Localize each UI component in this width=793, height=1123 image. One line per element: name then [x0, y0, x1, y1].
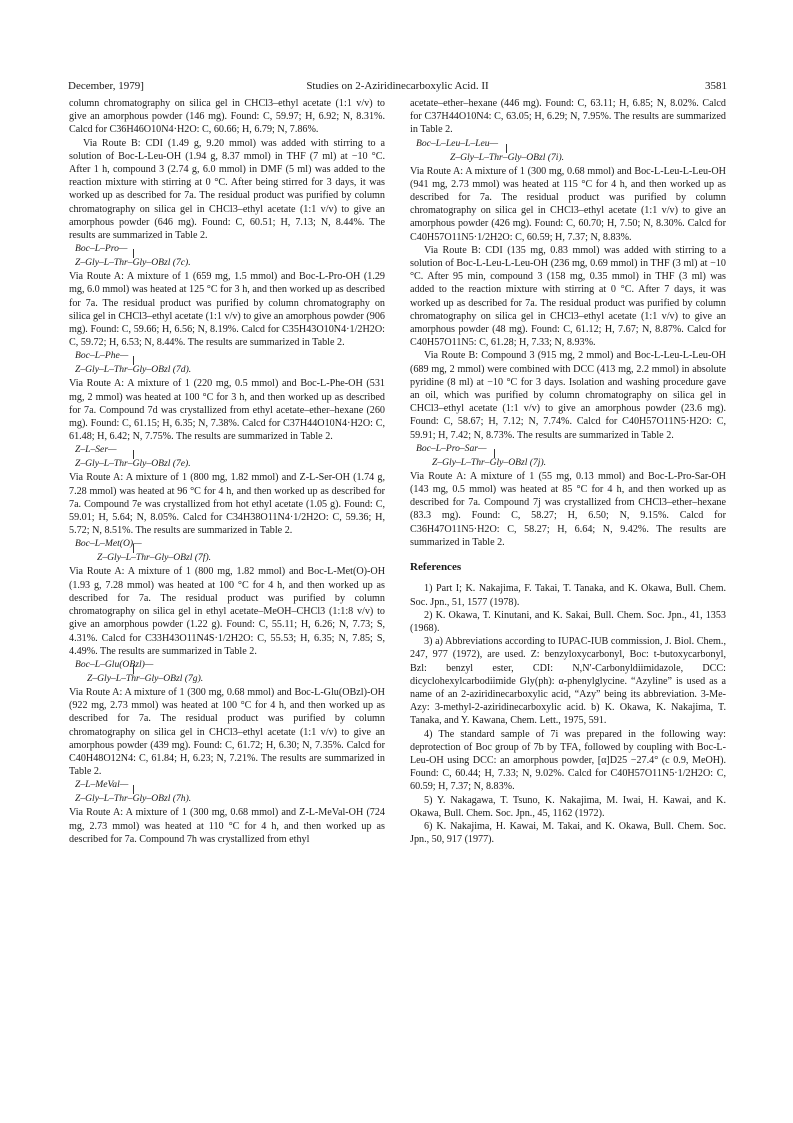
paragraph: Via Route A: A mixture of 1 (659 mg, 1.5 mmol) and Boc-L-Pro-OH (1.29 mg, 6.0 mmol) was heated at 125 °C for 3 h, and then worked up as described for 7a. The residual product was purified by column chromatography on silica gel in CHCl3–ethyl acetate (1:1 v/v) to give an amorphous powder (906 mg). Found: C, 59.66; H, 6.56; N, 8.19%. Calcd for C35H43O10N4·1/2H2O: C, 59.72; H, 6.53; N, 8.44%. The results are summarized in Table 2. — [69, 271, 385, 349]
paragraph: column chromatography on silica gel in CHCl3–ethyl acetate (1:1 v/v) to give an amorphous powder (146 mg). Found: C, 59.97; H, 6.92; N, 8.31%. Calcd for C36H46O10N4·H2O: C, 60.66; H, 6.79; N, 7.86%. — [69, 98, 385, 136]
compound-name: Z–Gly–L–Thr–Gly–OBzl (7c). — [75, 257, 191, 269]
paragraph: Via Route A: A mixture of 1 (300 mg, 0.68 mmol) and Z-L-MeVal-OH (724 mg, 2.73 mmol) was heated at 110 °C for 4 h, and then worked up as described for 7a. Compound 7h was crystallized from ethyl — [69, 807, 385, 845]
compound-name: Z–Gly–L–Thr–Gly–OBzl (7h). — [75, 793, 192, 805]
compound-name: Z–Gly–L–Thr–Gly–OBzl (7j). — [432, 456, 547, 468]
compound-name: Z–Gly–L–Thr–Gly–OBzl (7i). — [450, 151, 565, 163]
paragraph: Via Route A: A mixture of 1 (55 mg, 0.13 mmol) and Boc-L-Pro-Sar-OH (143 mg, 0.5 mmol) was heated at 85 °C for 4 h, and then worked up as described for 7a. Compound 7j was crystallized from CHCl3–ether–hexane (83.3 mg). Found: C, 58.27; H, 6.50; N, 9.15%. Calcd for C36H47O11N5·H2O: C, 58.27; H, 6.64; N, 9.42%. The results are summarized in Table 2. — [410, 470, 726, 548]
compound-name: Z–Gly–L–Thr–Gly–OBzl (7f). — [97, 552, 212, 564]
header-title: Studies on 2-Aziridinecarboxylic Acid. II — [306, 80, 489, 92]
paragraph: Via Route A: A mixture of 1 (300 mg, 0.68 mmol) and Boc-L-Leu-L-Leu-OH (941 mg, 2.73 mmol) was heated at 115 °C for 4 h, and then worked up as described for 7a. The residual product was purified by column chromatography on silica gel in CHCl3–ethyl acetate (1:1 v/v) to give an amorphous powder (426 mg). Found: C, 60.70; H, 7.50; N, 8.30%. Calcd for C40H57O11N5·1/2H2O: C, 60.59; H, 7.37; N, 8.83%. — [410, 165, 726, 243]
reference-item: 5) Y. Nakagawa, T. Tsuno, K. Nakajima, M. Iwai, H. Kawai, and K. Okawa, Bull. Chem. Soc. Jpn., 45, 1162 (1972). — [410, 794, 726, 819]
paragraph: Via Route B: Compound 3 (915 mg, 2 mmol) and Boc-L-Leu-L-Leu-OH (689 mg, 2 mmol) were combined with DCC (413 mg, 2.2 mmol) in absolute pyridine (8 ml) at −10 °C for 3 days. Isolation and washing procedure gave an oil, which was purified by column chromatography on silica gel in CHCl3–ethyl acetate (1:1 v/v) to give an amorphous powder (23.6 mg). Found: C, 58.67; H, 7.12; N, 7.74%. Calcd for C40H57O11N5·H2O: C, 59.91; H, 7.42; N, 8.73%. The results are summarized in Table 2. — [410, 350, 726, 441]
structure-diagram — [69, 778, 385, 806]
compound-entry-7f — [69, 537, 385, 657]
compound-entry-7j — [410, 442, 726, 549]
paragraph: Via Route B: CDI (135 mg, 0.83 mmol) was added with stirring to a solution of Boc-L-Leu-L-Leu-OH (236 mg, 0.69 mmol) in THF (3 ml) at −10 °C. After 95 min, compound 3 (158 mg, 0.35 mmol) in THF (3 ml) was added to the reaction mixture with stirring at 0 °C. After 7 days, it was worked up as described for 7a. The residual product was purified by column chromatography on silica gel in CHCl3–ethyl acetate (1:1 v/v) to give an amorphous powder (48 mg). Found: C, 61.12; H, 7.67; N, 8.87%. Calcd for C40H57O11N5: C, 61.28; H, 7.33; N, 8.93%. — [410, 244, 726, 349]
reference-item: 3) a) Abbreviations according to IUPAC-IUB commission, J. Biol. Chem., 247, 977 (1972), are used. Z: benzyloxycarbonyl, Boc: t-butoxycarbonyl, Bzl: benzyl ester, CDI: N,N′-Carbonyldiimidazole, DCC: dicyclohexylcarbodiimide Gly(ph): α-phenylglycine. “Azyline” is used as a name of an 2-aziridinecarboxylic acid, “Azy” being its abbreviation. 3-Me-Azy: 3-methyl-2-aziridinecarboxylic acid. b) K. Okawa, K. Nakajima, T. Tanaka, and Y. Kawana, Chem. Lett., 1975, 591. — [410, 636, 726, 727]
compound-name: Z–Gly–L–Thr–Gly–OBzl (7g). — [87, 672, 204, 684]
right-column — [410, 97, 726, 846]
compound-entry-7c — [69, 242, 385, 349]
compound-entry-7e — [69, 443, 385, 537]
paragraph: Via Route A: A mixture of 1 (220 mg, 0.5 mmol) and Boc-L-Phe-OH (531 mg, 2 mmol) was heated at 100 °C for 3 h, and then worked up as described for 7a. Compound 7d was crystallized from ethyl acetate–ether–hexane (260 mg). Found: C, 61.15; H, 6.35; N, 7.38%. Calcd for C37H44O10N4·H2O: C, 61.48; H, 6.42; N, 7.75%. The results are summarized in Table 2. — [69, 378, 385, 443]
compound-name: Z–Gly–L–Thr–Gly–OBzl (7d). — [75, 364, 192, 376]
page-number: 3581 — [705, 80, 727, 92]
reference-item: 4) The standard sample of 7i was prepared in the following way: deprotection of Boc group of 7b by TFA, followed by coupling with Boc-L-Leu-OH using DCC: an amorphous powder, [α]D25 −27.4° (c 0.9, MeOH). Found: C, 60.44; H, 7.33; N, 9.02%. Calcd for C40H57O11N5·1/2H2O: C, 60.59; H, 7.37; N, 8.83%. — [410, 728, 726, 793]
header-date: December, 1979] — [68, 80, 144, 92]
structure-diagram — [69, 349, 385, 377]
reference-list — [410, 582, 726, 846]
side-chain-label: Boc–L–Leu–L–Leu— — [416, 137, 499, 149]
side-chain-label: Boc–L–Pro–Sar— — [416, 442, 487, 454]
paragraph: acetate–ether–hexane (446 mg). Found: C, 63.11; H, 6.85; N, 8.02%. Calcd for C37H44O10N4: C, 63.05; H, 6.29; N, 7.95%. The results are summarized in Table 2. — [410, 98, 726, 136]
structure-diagram — [69, 443, 385, 471]
paragraph: Via Route A: A mixture of 1 (800 mg, 1.82 mmol) and Boc-L-Met(O)-OH (1.93 g, 7.28 mmol) was heated at 100 °C for 4 h, and then worked up as described for 7a. The residual product was purified by column chromatography on silica gel in ethyl acetate–MeOH–CHCl3 (1:1:8 v/v) to give an amorphous powder (1.22 g). Found: C, 55.11; H, 6.26; N, 7.73; S, 4.31%. Calcd for C33H43O11N4S·1/2H2O: C, 55.53; H, 6.35; N, 7.85; S, 4.49%. The results are summarized in Table 2. — [69, 566, 385, 657]
paragraph: Via Route A: A mixture of 1 (300 mg, 0.68 mmol) and Boc-L-Glu(OBzl)-OH (922 mg, 2.73 mmol) was heated at 100 °C for 4 h, and then worked up as described for 7a. The residual product was purified by column chromatography on silica gel in CHCl3–ethyl acetate (1:1 v/v) to give an amorphous powder (439 mg). Found: C, 61.72; H, 6.30; N, 7.35%. Calcd for C40H48O12N4: C, 61.84; H, 6.23; N, 7.21%. The results are summarized in Table 2. — [69, 686, 385, 778]
structure-diagram — [69, 658, 385, 686]
reference-item: 6) K. Nakajima, H. Kawai, M. Takai, and K. Okawa, Bull. Chem. Soc. Jpn., 50, 917 (1977). — [410, 820, 726, 846]
left-column — [69, 97, 385, 846]
compound-name: Z–Gly–L–Thr–Gly–OBzl (7e). — [75, 458, 191, 470]
paragraph: Via Route B: CDI (1.49 g, 9.20 mmol) was added with stirring to a solution of Boc-L-Leu-OH (1.94 g, 8.37 mmol) in THF (7 ml) at −10 °C. After 1 h, compound 3 (2.74 g, 6.0 mmol) in DMF (5 ml) was added to the reaction mixture with stirring at 0 °C. After being stirred for 3 days, it was worked up as described for 7a. The residual product was purified by column chromatography on silica gel in CHCl3–ethyl acetate (1:1 v/v) to give an amorphous powder (646 mg). Found: C, 60.51; H, 7.13; N, 8.44%. The results are summarized in Table 2. — [69, 137, 385, 242]
side-chain-label: Z–L–Ser— — [75, 444, 117, 456]
structure-diagram — [69, 242, 385, 270]
compound-entry-7h — [69, 778, 385, 846]
compound-entry-7g — [69, 658, 385, 778]
structure-diagram — [410, 442, 726, 470]
structure-diagram — [410, 137, 726, 165]
reference-item: 2) K. Okawa, T. Kinutani, and K. Sakai, Bull. Chem. Soc. Jpn., 41, 1353 (1968). — [410, 609, 726, 634]
compound-entry-7i — [410, 137, 726, 244]
reference-item: 1) Part I; K. Nakajima, F. Takai, T. Tanaka, and K. Okawa, Bull. Chem. Soc. Jpn., 51, 1577 (1978). — [410, 583, 726, 608]
side-chain-label: Z–L–MeVal— — [75, 779, 129, 791]
side-chain-label: Boc–L–Glu(OBzl)— — [75, 658, 154, 670]
running-header — [68, 80, 727, 96]
side-chain-label: Boc–L–Met(O)— — [75, 538, 142, 550]
side-chain-label: Boc–L–Phe— — [75, 350, 129, 362]
side-chain-label: Boc–L–Pro— — [75, 243, 128, 255]
compound-entry-7d — [69, 349, 385, 443]
paragraph: Via Route A: A mixture of 1 (800 mg, 1.82 mmol) and Z-L-Ser-OH (1.74 g, 7.28 mmol) was heated at 96 °C for 4 h, and then worked up as described for 7a. Compound 7e was crystallized from hot ethyl acetate (1.05 g). Found: C, 59.01; H, 5.64; N, 8.05%. Calcd for C34H38O11N4·1/2H2O: C, 59.36; H, 5.72; N, 8.51%. The results are summarized in Table 2. — [69, 472, 385, 537]
references-heading: References — [410, 561, 462, 574]
structure-diagram — [69, 537, 385, 565]
